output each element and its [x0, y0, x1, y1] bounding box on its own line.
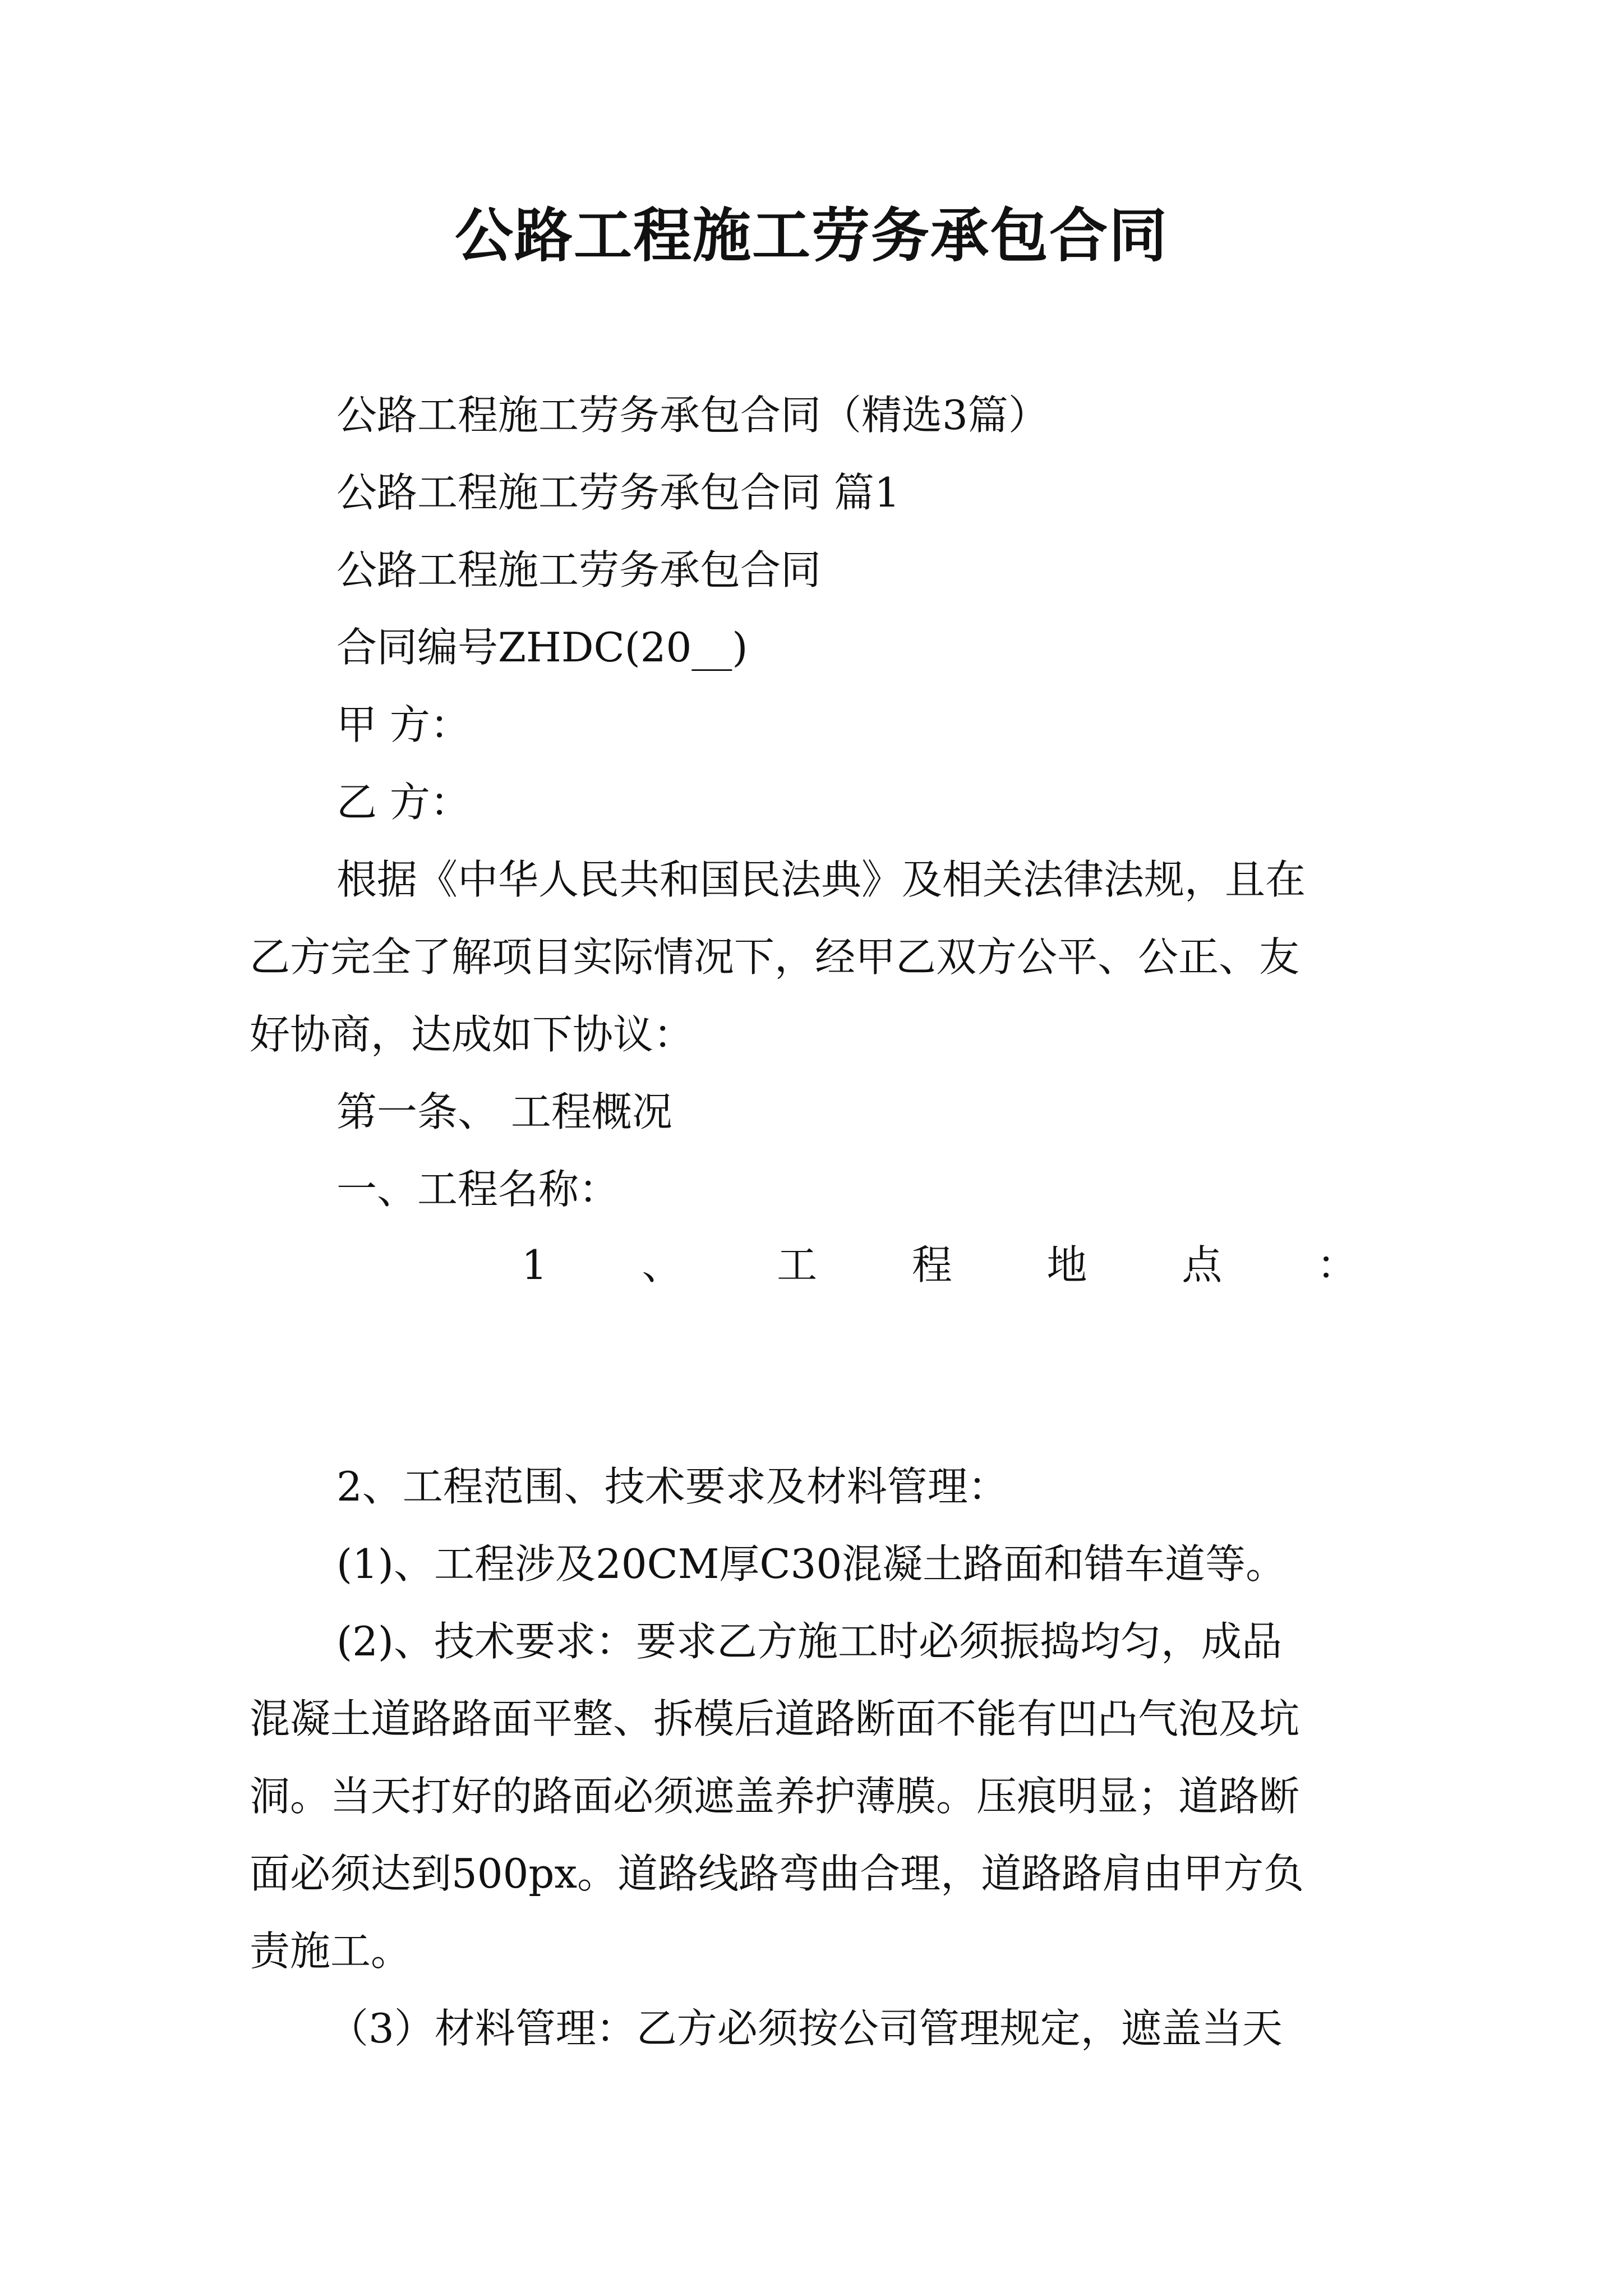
scope-heading: 2、工程范围、技术要求及材料管理：: [336, 1463, 1008, 1510]
paragraph-line: 面必须达到500px。道路线路弯曲合理，道路路肩由甲方负: [250, 1850, 1304, 1897]
location-char: 点: [1182, 1241, 1223, 1289]
contract-number: 合同编号ZHDC(20__): [336, 624, 748, 671]
section-heading: 公路工程施工劳务承包合同 篇1: [336, 469, 900, 516]
scope-item-1: (1)、工程涉及20CM厚C30混凝土路面和错车道等。: [336, 1540, 1287, 1588]
paragraph-line: (2)、技术要求：要求乙方施工时必须振捣均匀，成品: [336, 1618, 1282, 1665]
location-char: ：: [1316, 1241, 1357, 1289]
project-location-label: [522, 1237, 1357, 1293]
paragraph-line: 洞。当天打好的路面必须遮盖养护薄膜。压痕明显；道路断: [250, 1773, 1300, 1820]
location-char: 程: [911, 1241, 952, 1289]
paragraph-line: 混凝土道路路面平整、拆模后道路断面不能有凹凸气泡及坑: [250, 1695, 1300, 1742]
location-char: 地: [1046, 1241, 1087, 1289]
subtitle-selected: 公路工程施工劳务承包合同（精选3篇）: [336, 392, 1049, 439]
location-char: 工: [777, 1241, 818, 1289]
document-title: 公路工程施工劳务承包合同: [454, 201, 1168, 270]
party-b: 乙 方：: [336, 779, 471, 826]
project-name-label: 一、工程名称：: [336, 1166, 620, 1213]
paragraph-line: 乙方完全了解项目实际情况下，经甲乙双方公平、公正、友: [250, 933, 1300, 981]
contract-name: 公路工程施工劳务承包合同: [336, 546, 822, 593]
location-char: 、: [642, 1241, 683, 1289]
article-heading: 第一条、 工程概况: [336, 1088, 672, 1135]
paragraph-line: （3）材料管理：乙方必须按公司管理规定，遮盖当天: [328, 2005, 1283, 2052]
paragraph-line: 根据《中华人民共和国民法典》及相关法律法规，且在: [336, 856, 1306, 903]
paragraph-line: 好协商，达成如下协议：: [250, 1011, 694, 1058]
party-a: 甲 方：: [336, 701, 471, 748]
location-char: 1: [522, 1241, 547, 1289]
paragraph-line: 责施工。: [250, 1927, 412, 1975]
